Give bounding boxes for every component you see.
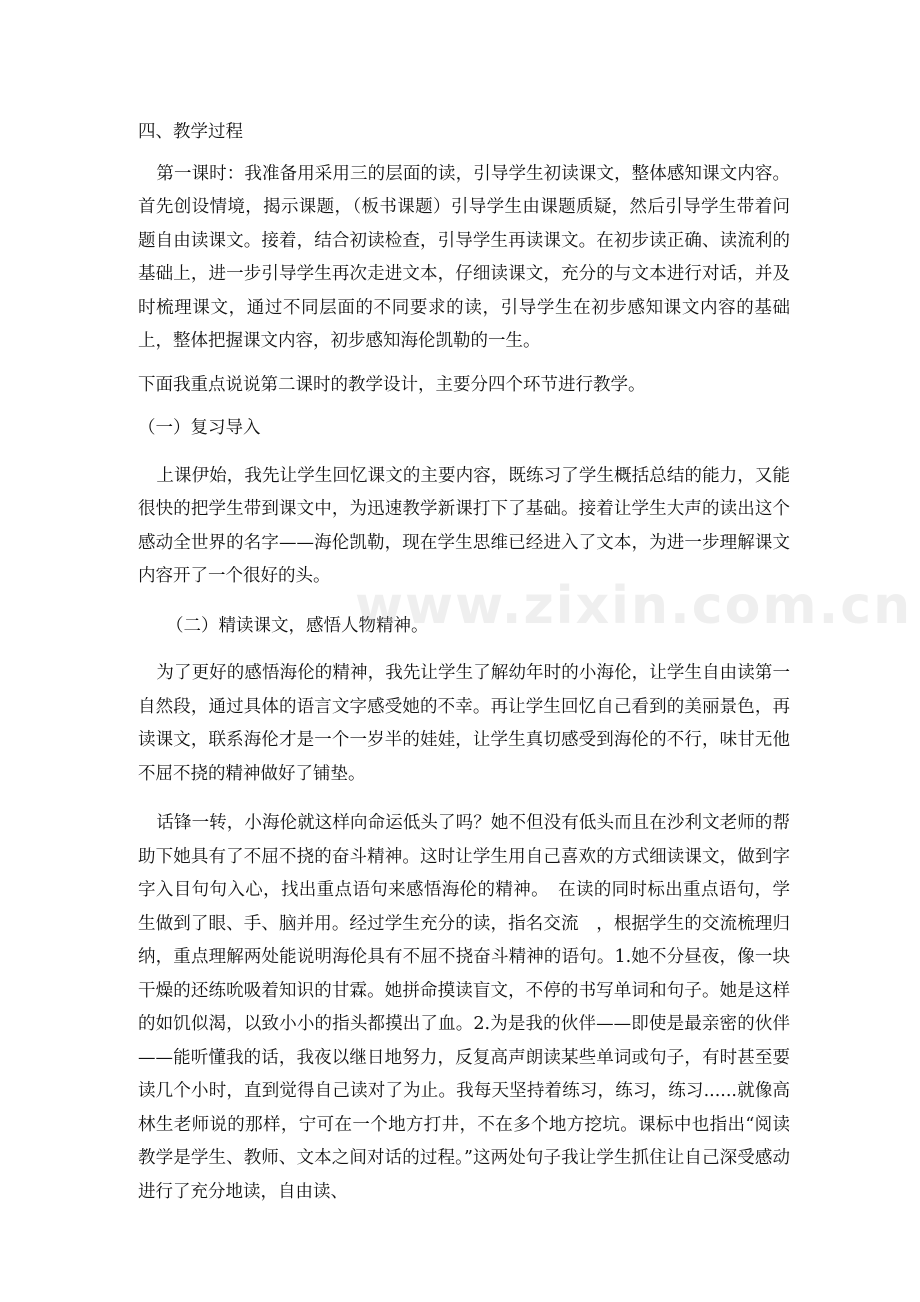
subheading-review: （一）复习导入 — [138, 418, 261, 438]
paragraph-key-sentences: 话锋一转，小海伦就这样向命运低头了吗？她不但没有低头而且在沙利文老师的帮助下她具有了不屈不挠的奋斗精神。这时让学生用自己喜欢的方式细读课文，做到字字入目句句入心，找出重点语句来感悟海伦的精神。 在读的同时标出重点语句，学生做到了眼、手、脑并用。经过学生充分的读，指名交流 ，根据学生的交流梳理归纳，重点理解两处能说明海伦具有不屈不挠奋斗精神的语句。1.她不分昼夜，像一块干燥的还练吮吸着知识的甘霖。她拼命摸读盲文，不停的书写单词和句子。她是这样的如饥似渴，以致小小的指头都摸出了血。2.为是我的伙伴——即使是最亲密的伙伴——能听懂我的话，我夜以继日地努力，反复高声朗读某些单词或句子，有时甚至要读几个小时，直到觉得自己读对了为止。我每天坚持着练习，练习，练习......就像高林生老师说的那样，宁可在一个地方打井，不在多个地方挖坑。课标中也指出“阅读教学是学生、教师、文本之间对话的过程。”这两处句子我让学生抓住让自己深受感动进行了充分地读，自由读、 — [138, 813, 790, 1202]
paragraph-second-lesson-intro: 下面我重点说说第二课时的教学设计，主要分四个环节进行教学。 — [138, 374, 646, 395]
section-heading: 四、教学过程 — [138, 122, 243, 142]
watermark-logo: www.zixin.com.cn — [355, 576, 913, 636]
subheading-close-reading: （二）精读课文，感悟人物精神。 — [166, 615, 429, 636]
paragraph-first-lesson: 第一课时：我准备用采用三的层面的读，引导学生初读课文，整体感知课文内容。首先创设情境，揭示课题，（板书课题）引导学生由课题质疑，然后引导学生带着问题自由读课文。接着，结合初读检查，引导学生再读课文。在初步读正确、读流利的基础上，进一步引导学生再次走进文本，仔细读课文，充分的与文本进行对话，并及时梳理课文，通过不同层面的不同要求的读，引导学生在初步感知课文内容的基础上，整体把握课文内容，初步感知海伦凯勒的一生。 — [138, 163, 790, 351]
document-body — [138, 116, 790, 1209]
paragraph-young-helen: 为了更好的感悟海伦的精神，我先让学生了解幼年时的小海伦，让学生自由读第一自然段，通过具体的语言文字感受她的不幸。再让学生回忆自己看到的美丽景色，再读课文，联系海伦才是一个一岁半的娃娃，让学生真切感受到海伦的不行，味甘无他不屈不挠的精神做好了铺垫。 — [138, 663, 790, 784]
paragraph-review: 上课伊始，我先让学生回忆课文的主要内容，既练习了学生概括总结的能力，又能很快的把学生带到课文中，为迅速教学新课打下了基础。接着让学生大声的读出这个感动全世界的名字——海伦凯勒，现在学生思维已经进入了文本，为进一步理解课文内容开了一个很好的头。 — [138, 465, 790, 586]
